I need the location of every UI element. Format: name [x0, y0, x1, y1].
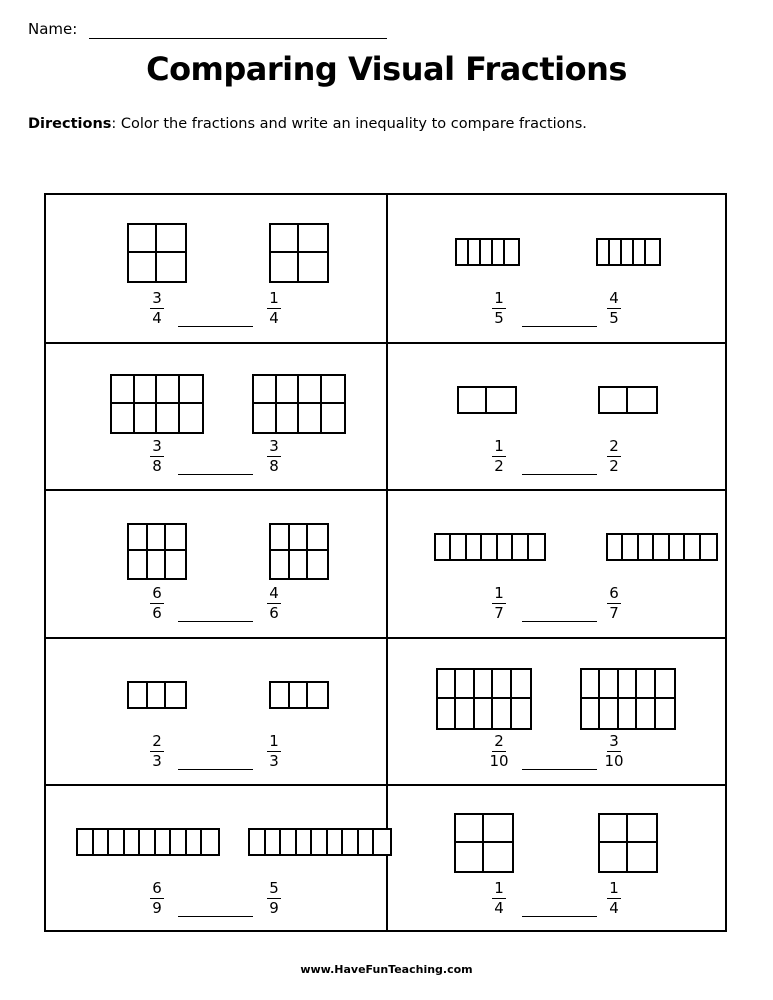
right-fraction-model-3[interactable] — [252, 374, 346, 434]
fraction-part[interactable] — [482, 535, 497, 559]
fraction-part[interactable] — [646, 240, 658, 264]
fraction-part[interactable] — [297, 830, 313, 854]
fraction-part[interactable] — [512, 670, 530, 699]
fraction-part[interactable] — [493, 240, 505, 264]
fraction-part[interactable] — [129, 253, 157, 281]
fraction-part[interactable] — [656, 699, 674, 728]
fraction-part[interactable] — [112, 404, 135, 432]
fraction-part[interactable] — [187, 830, 203, 854]
fraction-part[interactable] — [94, 830, 110, 854]
denominator: 5 — [609, 309, 619, 327]
fraction-part[interactable] — [634, 240, 646, 264]
fraction-part[interactable] — [271, 525, 290, 552]
denominator: 6 — [152, 604, 162, 622]
fraction-part[interactable] — [308, 525, 327, 552]
right-fraction-label-10 — [602, 880, 626, 917]
left-fraction-label-2 — [487, 290, 511, 327]
denominator: 10 — [604, 751, 624, 770]
page-title: Comparing Visual Fractions — [146, 50, 627, 88]
numerator: 2 — [494, 731, 504, 750]
fraction-part[interactable] — [513, 535, 528, 559]
right-fraction-label-6 — [602, 585, 626, 622]
fraction-part[interactable] — [656, 670, 674, 699]
numerator: 1 — [609, 879, 619, 897]
problem-cell-10 — [388, 785, 728, 933]
directions-text: : Color the fractions and write an inequality to compare fractions. — [111, 116, 587, 132]
fraction-part[interactable] — [498, 535, 513, 559]
numerator: 6 — [609, 584, 619, 602]
left-fraction-model-8[interactable] — [436, 668, 532, 730]
fraction-part[interactable] — [622, 240, 634, 264]
numerator: 3 — [609, 731, 619, 750]
fraction-part[interactable] — [148, 551, 167, 578]
right-fraction-label-5 — [262, 585, 286, 622]
denominator: 2 — [494, 456, 504, 475]
problem-cell-7 — [46, 638, 386, 786]
right-fraction-label-4 — [602, 438, 626, 475]
denominator: 9 — [152, 899, 162, 917]
left-fraction-label-1 — [145, 290, 169, 327]
right-fraction-label-2 — [602, 290, 626, 327]
right-fraction-label-8 — [602, 733, 626, 770]
fraction-part[interactable] — [529, 535, 544, 559]
fraction-part[interactable] — [148, 525, 167, 552]
fraction-part[interactable] — [271, 551, 290, 578]
inequality-answer-line[interactable] — [522, 769, 597, 770]
fraction-part[interactable] — [180, 376, 203, 404]
denominator: 8 — [152, 456, 162, 475]
fraction-part[interactable] — [451, 535, 466, 559]
fraction-part[interactable] — [328, 830, 344, 854]
left-fraction-label-9 — [145, 880, 169, 917]
left-fraction-model-10[interactable] — [454, 813, 514, 873]
fraction-part[interactable] — [299, 404, 322, 432]
right-fraction-model-1[interactable] — [269, 223, 329, 283]
numerator: 2 — [609, 436, 619, 455]
fraction-part[interactable] — [166, 551, 185, 578]
fraction-part[interactable] — [456, 843, 484, 871]
denominator: 3 — [269, 751, 279, 770]
fraction-part[interactable] — [512, 699, 530, 728]
numerator: 1 — [494, 584, 504, 602]
inequality-answer-line[interactable] — [178, 769, 253, 770]
fraction-part[interactable] — [129, 683, 148, 707]
fraction-part[interactable] — [254, 404, 277, 432]
fraction-part[interactable] — [271, 683, 290, 707]
right-fraction-label-7 — [262, 733, 286, 770]
denominator: 7 — [494, 604, 504, 622]
fraction-part[interactable] — [456, 699, 474, 728]
fraction-part[interactable] — [129, 551, 148, 578]
fraction-part[interactable] — [271, 225, 299, 253]
fraction-part[interactable] — [600, 843, 628, 871]
fraction-part[interactable] — [481, 240, 493, 264]
fraction-part[interactable] — [623, 535, 638, 559]
inequality-answer-line[interactable] — [178, 326, 253, 327]
name-row — [28, 20, 77, 38]
denominator: 4 — [494, 899, 504, 917]
problem-cell-3 — [46, 343, 386, 491]
fraction-part[interactable] — [308, 551, 327, 578]
fraction-part[interactable] — [628, 388, 656, 412]
denominator: 4 — [609, 899, 619, 917]
problem-cell-1 — [46, 195, 386, 343]
fraction-part[interactable] — [639, 535, 654, 559]
fraction-part[interactable] — [281, 830, 297, 854]
fraction-part[interactable] — [493, 670, 511, 699]
right-fraction-model-4[interactable] — [598, 386, 658, 414]
fraction-part[interactable] — [343, 830, 359, 854]
fraction-part[interactable] — [598, 240, 610, 264]
fraction-part[interactable] — [171, 830, 187, 854]
fraction-part[interactable] — [456, 670, 474, 699]
fraction-part[interactable] — [438, 670, 456, 699]
inequality-answer-line[interactable] — [522, 916, 597, 917]
left-fraction-label-3 — [145, 438, 169, 475]
problem-cell-9 — [46, 785, 386, 933]
problem-cell-2 — [388, 195, 728, 343]
fraction-part[interactable] — [290, 683, 309, 707]
denominator: 5 — [494, 309, 504, 327]
denominator: 6 — [269, 604, 279, 622]
left-fraction-label-4 — [487, 438, 511, 475]
fraction-part[interactable] — [322, 376, 345, 404]
numerator: 3 — [152, 289, 162, 307]
right-fraction-model-10[interactable] — [598, 813, 658, 873]
fraction-part[interactable] — [637, 670, 655, 699]
right-fraction-model-9[interactable] — [248, 828, 392, 856]
fraction-part[interactable] — [148, 683, 167, 707]
denominator: 9 — [269, 899, 279, 917]
fraction-part[interactable] — [505, 240, 517, 264]
numerator: 4 — [609, 289, 619, 307]
right-fraction-label-3 — [262, 438, 286, 475]
fraction-part[interactable] — [312, 830, 328, 854]
fraction-part[interactable] — [112, 376, 135, 404]
fraction-part[interactable] — [254, 376, 277, 404]
fraction-part[interactable] — [628, 843, 656, 871]
fraction-part[interactable] — [487, 388, 515, 412]
fraction-part[interactable] — [250, 830, 266, 854]
fraction-part[interactable] — [600, 670, 618, 699]
denominator: 4 — [152, 309, 162, 327]
fraction-part[interactable] — [135, 376, 158, 404]
fraction-part[interactable] — [166, 683, 185, 707]
numerator: 1 — [269, 289, 279, 307]
numerator: 6 — [152, 879, 162, 897]
inequality-answer-line[interactable] — [522, 474, 597, 475]
fraction-part[interactable] — [277, 404, 300, 432]
right-fraction-model-7[interactable] — [269, 681, 329, 709]
fraction-part[interactable] — [157, 376, 180, 404]
fraction-part[interactable] — [475, 670, 493, 699]
fraction-part[interactable] — [299, 376, 322, 404]
left-fraction-model-3[interactable] — [110, 374, 204, 434]
fraction-part[interactable] — [456, 815, 484, 843]
numerator: 3 — [152, 436, 162, 455]
numerator: 4 — [269, 584, 279, 602]
inequality-answer-line[interactable] — [522, 326, 597, 327]
footer-url: www.HaveFunTeaching.com — [300, 963, 473, 976]
directions — [28, 116, 587, 132]
fraction-part[interactable] — [166, 525, 185, 552]
fraction-part[interactable] — [277, 376, 300, 404]
fraction-part[interactable] — [670, 535, 685, 559]
fraction-part[interactable] — [608, 535, 623, 559]
left-fraction-model-1[interactable] — [127, 223, 187, 283]
fraction-part[interactable] — [582, 699, 600, 728]
left-fraction-label-6 — [487, 585, 511, 622]
fraction-part[interactable] — [467, 535, 482, 559]
fraction-part[interactable] — [157, 225, 185, 253]
denominator: 7 — [609, 604, 619, 622]
fraction-part[interactable] — [685, 535, 700, 559]
name-line[interactable] — [89, 38, 387, 39]
left-fraction-label-10 — [487, 880, 511, 917]
fraction-part[interactable] — [436, 535, 451, 559]
problem-cell-8 — [388, 638, 728, 786]
left-fraction-model-2[interactable] — [455, 238, 520, 266]
fraction-part[interactable] — [582, 670, 600, 699]
numerator: 1 — [494, 436, 504, 455]
fraction-part[interactable] — [322, 404, 345, 432]
fraction-part[interactable] — [701, 535, 716, 559]
fraction-part[interactable] — [484, 843, 512, 871]
fraction-part[interactable] — [78, 830, 94, 854]
left-fraction-model-4[interactable] — [457, 386, 517, 414]
left-fraction-label-5 — [145, 585, 169, 622]
right-fraction-label-9 — [262, 880, 286, 917]
fraction-part[interactable] — [129, 225, 157, 253]
left-fraction-model-6[interactable] — [434, 533, 546, 561]
left-fraction-model-7[interactable] — [127, 681, 187, 709]
fraction-part[interactable] — [457, 240, 469, 264]
problem-cell-5 — [46, 490, 386, 638]
inequality-answer-line[interactable] — [522, 621, 597, 622]
fraction-part[interactable] — [308, 683, 327, 707]
right-fraction-model-2[interactable] — [596, 238, 661, 266]
fraction-part[interactable] — [271, 253, 299, 281]
fraction-part[interactable] — [600, 388, 628, 412]
directions-label: Directions — [28, 116, 112, 132]
fraction-part[interactable] — [359, 830, 375, 854]
fraction-part[interactable] — [129, 525, 148, 552]
numerator: 2 — [152, 731, 162, 750]
denominator: 4 — [269, 309, 279, 327]
fraction-part[interactable] — [637, 699, 655, 728]
denominator: 3 — [152, 751, 162, 770]
fraction-part[interactable] — [619, 699, 637, 728]
name-label: Name: — [28, 20, 78, 38]
left-fraction-label-8 — [487, 733, 511, 770]
fraction-part[interactable] — [135, 404, 158, 432]
fraction-part[interactable] — [180, 404, 203, 432]
fraction-part[interactable] — [109, 830, 125, 854]
fraction-part[interactable] — [299, 253, 327, 281]
numerator: 1 — [494, 289, 504, 307]
fraction-part[interactable] — [459, 388, 487, 412]
numerator: 5 — [269, 879, 279, 897]
denominator: 10 — [489, 751, 509, 770]
numerator: 1 — [269, 731, 279, 750]
denominator: 8 — [269, 456, 279, 475]
fraction-part[interactable] — [619, 670, 637, 699]
fraction-part[interactable] — [156, 830, 172, 854]
fraction-part[interactable] — [600, 699, 618, 728]
fraction-part[interactable] — [290, 525, 309, 552]
fraction-part[interactable] — [157, 404, 180, 432]
problem-cell-6 — [388, 490, 728, 638]
fraction-part[interactable] — [475, 699, 493, 728]
fraction-part[interactable] — [469, 240, 481, 264]
fraction-part[interactable] — [610, 240, 622, 264]
numerator: 3 — [269, 436, 279, 455]
left-fraction-model-9[interactable] — [76, 828, 220, 856]
fraction-part[interactable] — [628, 815, 656, 843]
numerator: 6 — [152, 584, 162, 602]
fraction-part[interactable] — [266, 830, 282, 854]
fraction-part[interactable] — [493, 699, 511, 728]
fraction-part[interactable] — [125, 830, 141, 854]
right-fraction-model-5[interactable] — [269, 523, 329, 580]
problem-cell-4 — [388, 343, 728, 491]
fraction-part[interactable] — [202, 830, 218, 854]
fraction-part[interactable] — [157, 253, 185, 281]
fraction-part[interactable] — [438, 699, 456, 728]
right-fraction-label-1 — [262, 290, 286, 327]
problem-grid — [44, 193, 727, 932]
right-fraction-model-6[interactable] — [606, 533, 718, 561]
inequality-answer-line[interactable] — [178, 474, 253, 475]
fraction-part[interactable] — [654, 535, 669, 559]
fraction-part[interactable] — [140, 830, 156, 854]
numerator: 1 — [494, 879, 504, 897]
inequality-answer-line[interactable] — [178, 621, 253, 622]
inequality-answer-line[interactable] — [178, 916, 253, 917]
fraction-part[interactable] — [600, 815, 628, 843]
denominator: 2 — [609, 456, 619, 475]
fraction-part[interactable] — [290, 551, 309, 578]
fraction-part[interactable] — [484, 815, 512, 843]
right-fraction-model-8[interactable] — [580, 668, 676, 730]
left-fraction-model-5[interactable] — [127, 523, 187, 580]
fraction-part[interactable] — [299, 225, 327, 253]
left-fraction-label-7 — [145, 733, 169, 770]
